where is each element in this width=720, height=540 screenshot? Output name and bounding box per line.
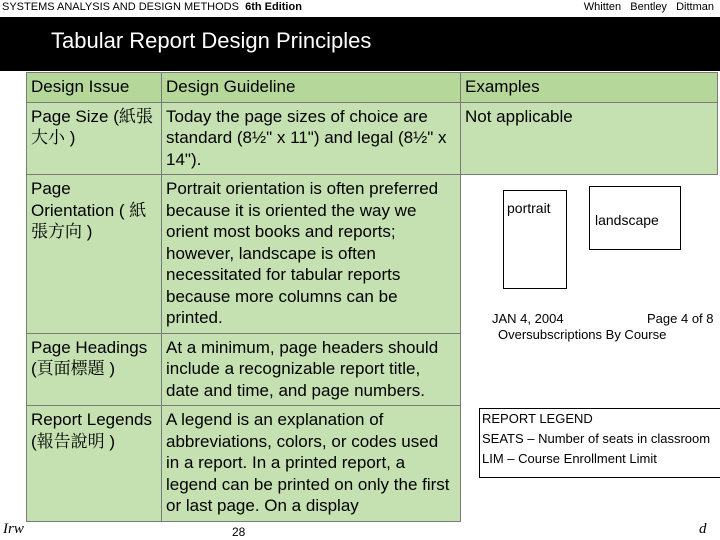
portrait-label: portrait <box>507 200 551 216</box>
legend-line: SEATS – Number of seats in classroom <box>482 431 711 446</box>
book-header <box>0 0 720 16</box>
issue-cell: Page Headings (頁面標題 ) <box>27 333 162 406</box>
book-title: SYSTEMS ANALYSIS AND DESIGN METHODS <box>2 1 239 13</box>
title-bar <box>0 17 720 63</box>
edition: 6th Edition <box>245 1 302 13</box>
report-page-number: Page 4 of 8 <box>647 311 714 326</box>
legend-title: REPORT LEGEND <box>482 411 593 426</box>
example-cell: Not applicable <box>461 102 718 175</box>
issue-cell: Report Legends (報告說明 ) <box>27 406 162 522</box>
report-title: Oversubscriptions By Course <box>498 327 667 342</box>
title-bar-band <box>0 63 720 71</box>
header-design-guideline: Design Guideline <box>162 73 461 103</box>
page-number: 28 <box>232 525 246 539</box>
table-header-row <box>27 73 718 103</box>
sample-report-legend <box>479 408 720 478</box>
book-title-line <box>2 1 302 13</box>
header-examples: Examples <box>461 73 718 103</box>
issue-cell: Page Size (紙張大小 ) <box>27 102 162 175</box>
legend-line: LIM – Course Enrollment Limit <box>482 451 657 466</box>
report-date: JAN 4, 2004 <box>492 311 564 326</box>
portrait-page-illustration <box>503 190 567 289</box>
header-design-issue: Design Issue <box>27 73 162 103</box>
issue-cell: Page Orientation ( 紙張方向 ) <box>27 175 162 334</box>
authors: Whitten Bentley Dittman <box>583 1 714 13</box>
guideline-cell: Today the page sizes of choice are standard (8½" x 11") and legal (8½" x 14"). <box>162 102 461 175</box>
slide-title: Tabular Report Design Principles <box>51 28 372 53</box>
landscape-page-illustration <box>589 186 681 250</box>
footer-left-text: Irw <box>3 521 24 537</box>
sample-page-heading <box>492 311 720 343</box>
example-cell <box>461 333 718 406</box>
guideline-cell: At a minimum, page headers should include a recognizable report title, date and time, and page numbers. <box>162 333 461 406</box>
footer-right-text: d <box>699 521 707 537</box>
guideline-cell: Portrait orientation is often preferred because it is oriented the way we orient most books and reports; however, landscape is often necessitated for tabular reports because more columns can be printed. <box>162 175 461 334</box>
table-row <box>27 102 718 175</box>
table-row <box>27 333 718 406</box>
landscape-label: landscape <box>595 212 659 228</box>
guideline-cell: A legend is an explanation of abbreviations, colors, or codes used in a report. In a printed report, a legend can be printed on only the first or last page. On a display <box>162 406 461 522</box>
